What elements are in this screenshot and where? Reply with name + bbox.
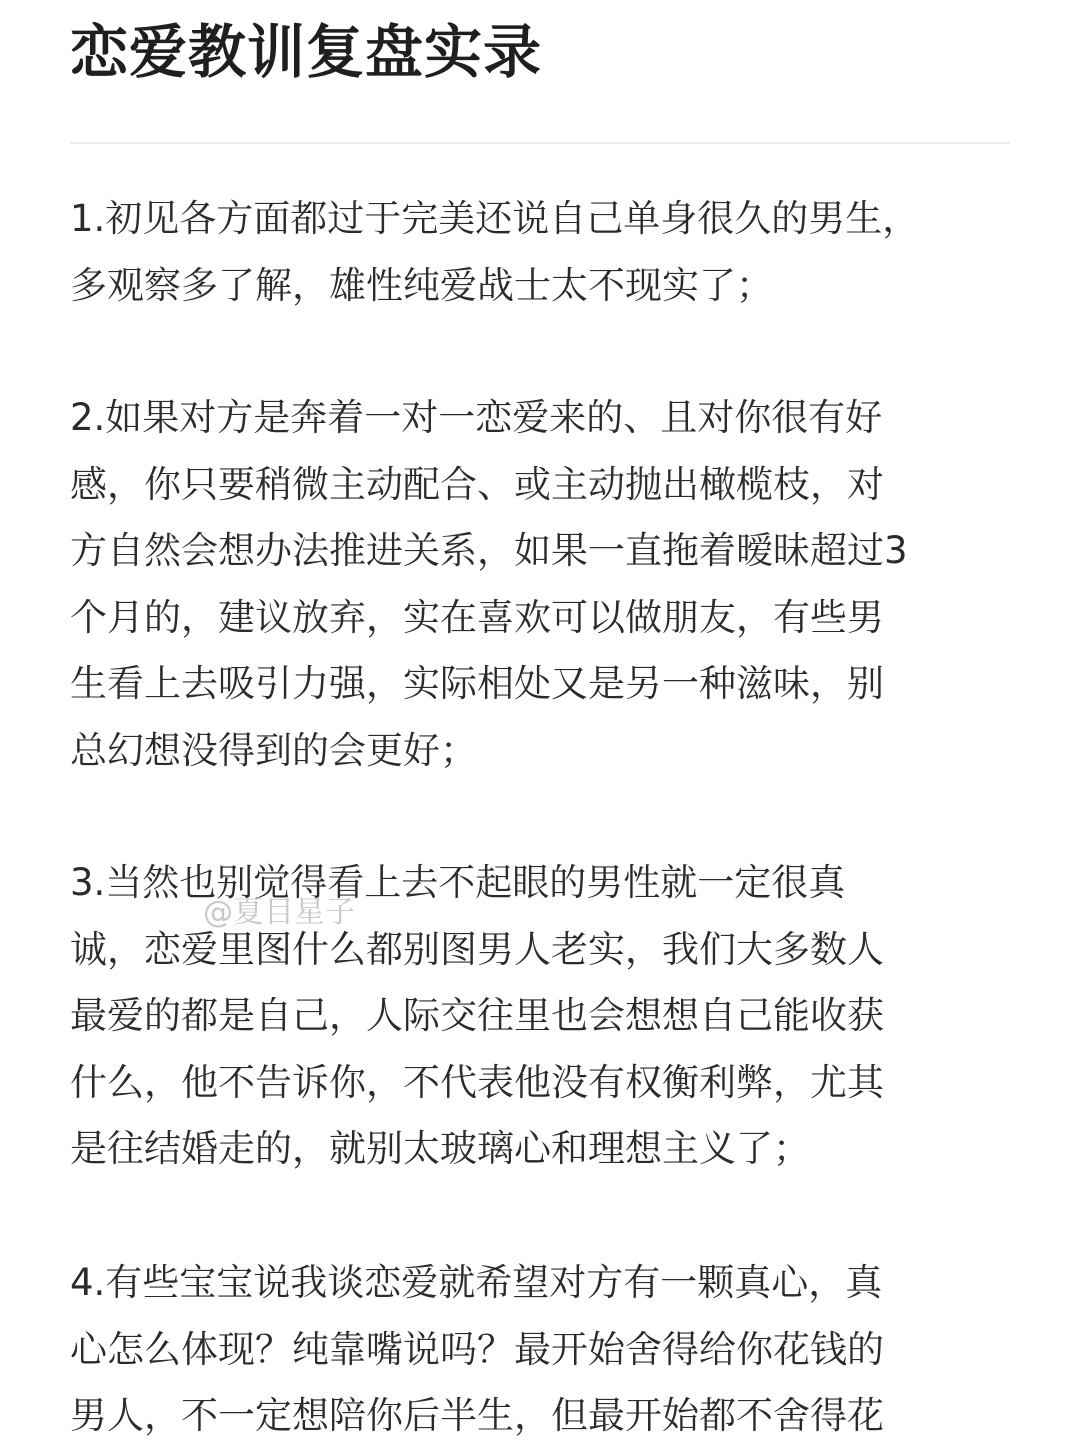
paragraph-1 bbox=[70, 186, 1016, 319]
page-title: 恋爱教训复盘实录 bbox=[70, 18, 543, 86]
title-divider bbox=[70, 142, 1010, 144]
paragraph-line: 个月的，建议放弃，实在喜欢可以做朋友，有些男 bbox=[70, 595, 884, 639]
paragraph-2 bbox=[70, 385, 1016, 784]
paragraph-4 bbox=[70, 1250, 1016, 1450]
paragraph-line: 男人，不一定想陪你后半生，但最开始都不舍得花 bbox=[70, 1394, 884, 1437]
paragraph-line: 3.当然也别觉得看上去不起眼的男性就一定很真 bbox=[70, 861, 846, 904]
paragraph-line: 诚，恋爱里图什么都别图男人老实，我们大多数人 bbox=[70, 927, 884, 971]
paragraph-line: 2.如果对方是奔着一对一恋爱来的、且对你很有好 bbox=[70, 396, 883, 439]
paragraph-line: 最爱的都是自己，人际交往里也会想想自己能收获 bbox=[70, 994, 884, 1037]
paragraph-line: 方自然会想办法推进关系，如果一直拖着暧昧超过3 bbox=[70, 529, 908, 572]
paragraph-line: 感，你只要稍微主动配合、或主动抛出橄榄枝，对 bbox=[70, 462, 884, 506]
paragraph-line: 多观察多了解，雄性纯爱战士太不现实了； bbox=[70, 263, 773, 307]
paragraph-line: 是往结婚走的，就别太玻璃心和理想主义了； bbox=[70, 1127, 810, 1170]
paragraph-line: 总幻想没得到的会更好； bbox=[70, 728, 477, 772]
paragraph-line: 1.初见各方面都过于完美还说自己单身很久的男生， bbox=[70, 197, 920, 240]
paragraph-line: 生看上去吸引力强，实际相处又是另一种滋味，别 bbox=[70, 662, 884, 705]
paragraph-line: 心怎么体现？纯靠嘴说吗？最开始舍得给你花钱的 bbox=[70, 1327, 884, 1371]
paragraph-line: 什么，他不告诉你，不代表他没有权衡利弊，尤其 bbox=[70, 1060, 884, 1104]
watermark: @夏目星子 bbox=[203, 895, 356, 930]
paragraph-line: 4.有些宝宝说我谈恋爱就希望对方有一颗真心，真 bbox=[70, 1261, 883, 1304]
